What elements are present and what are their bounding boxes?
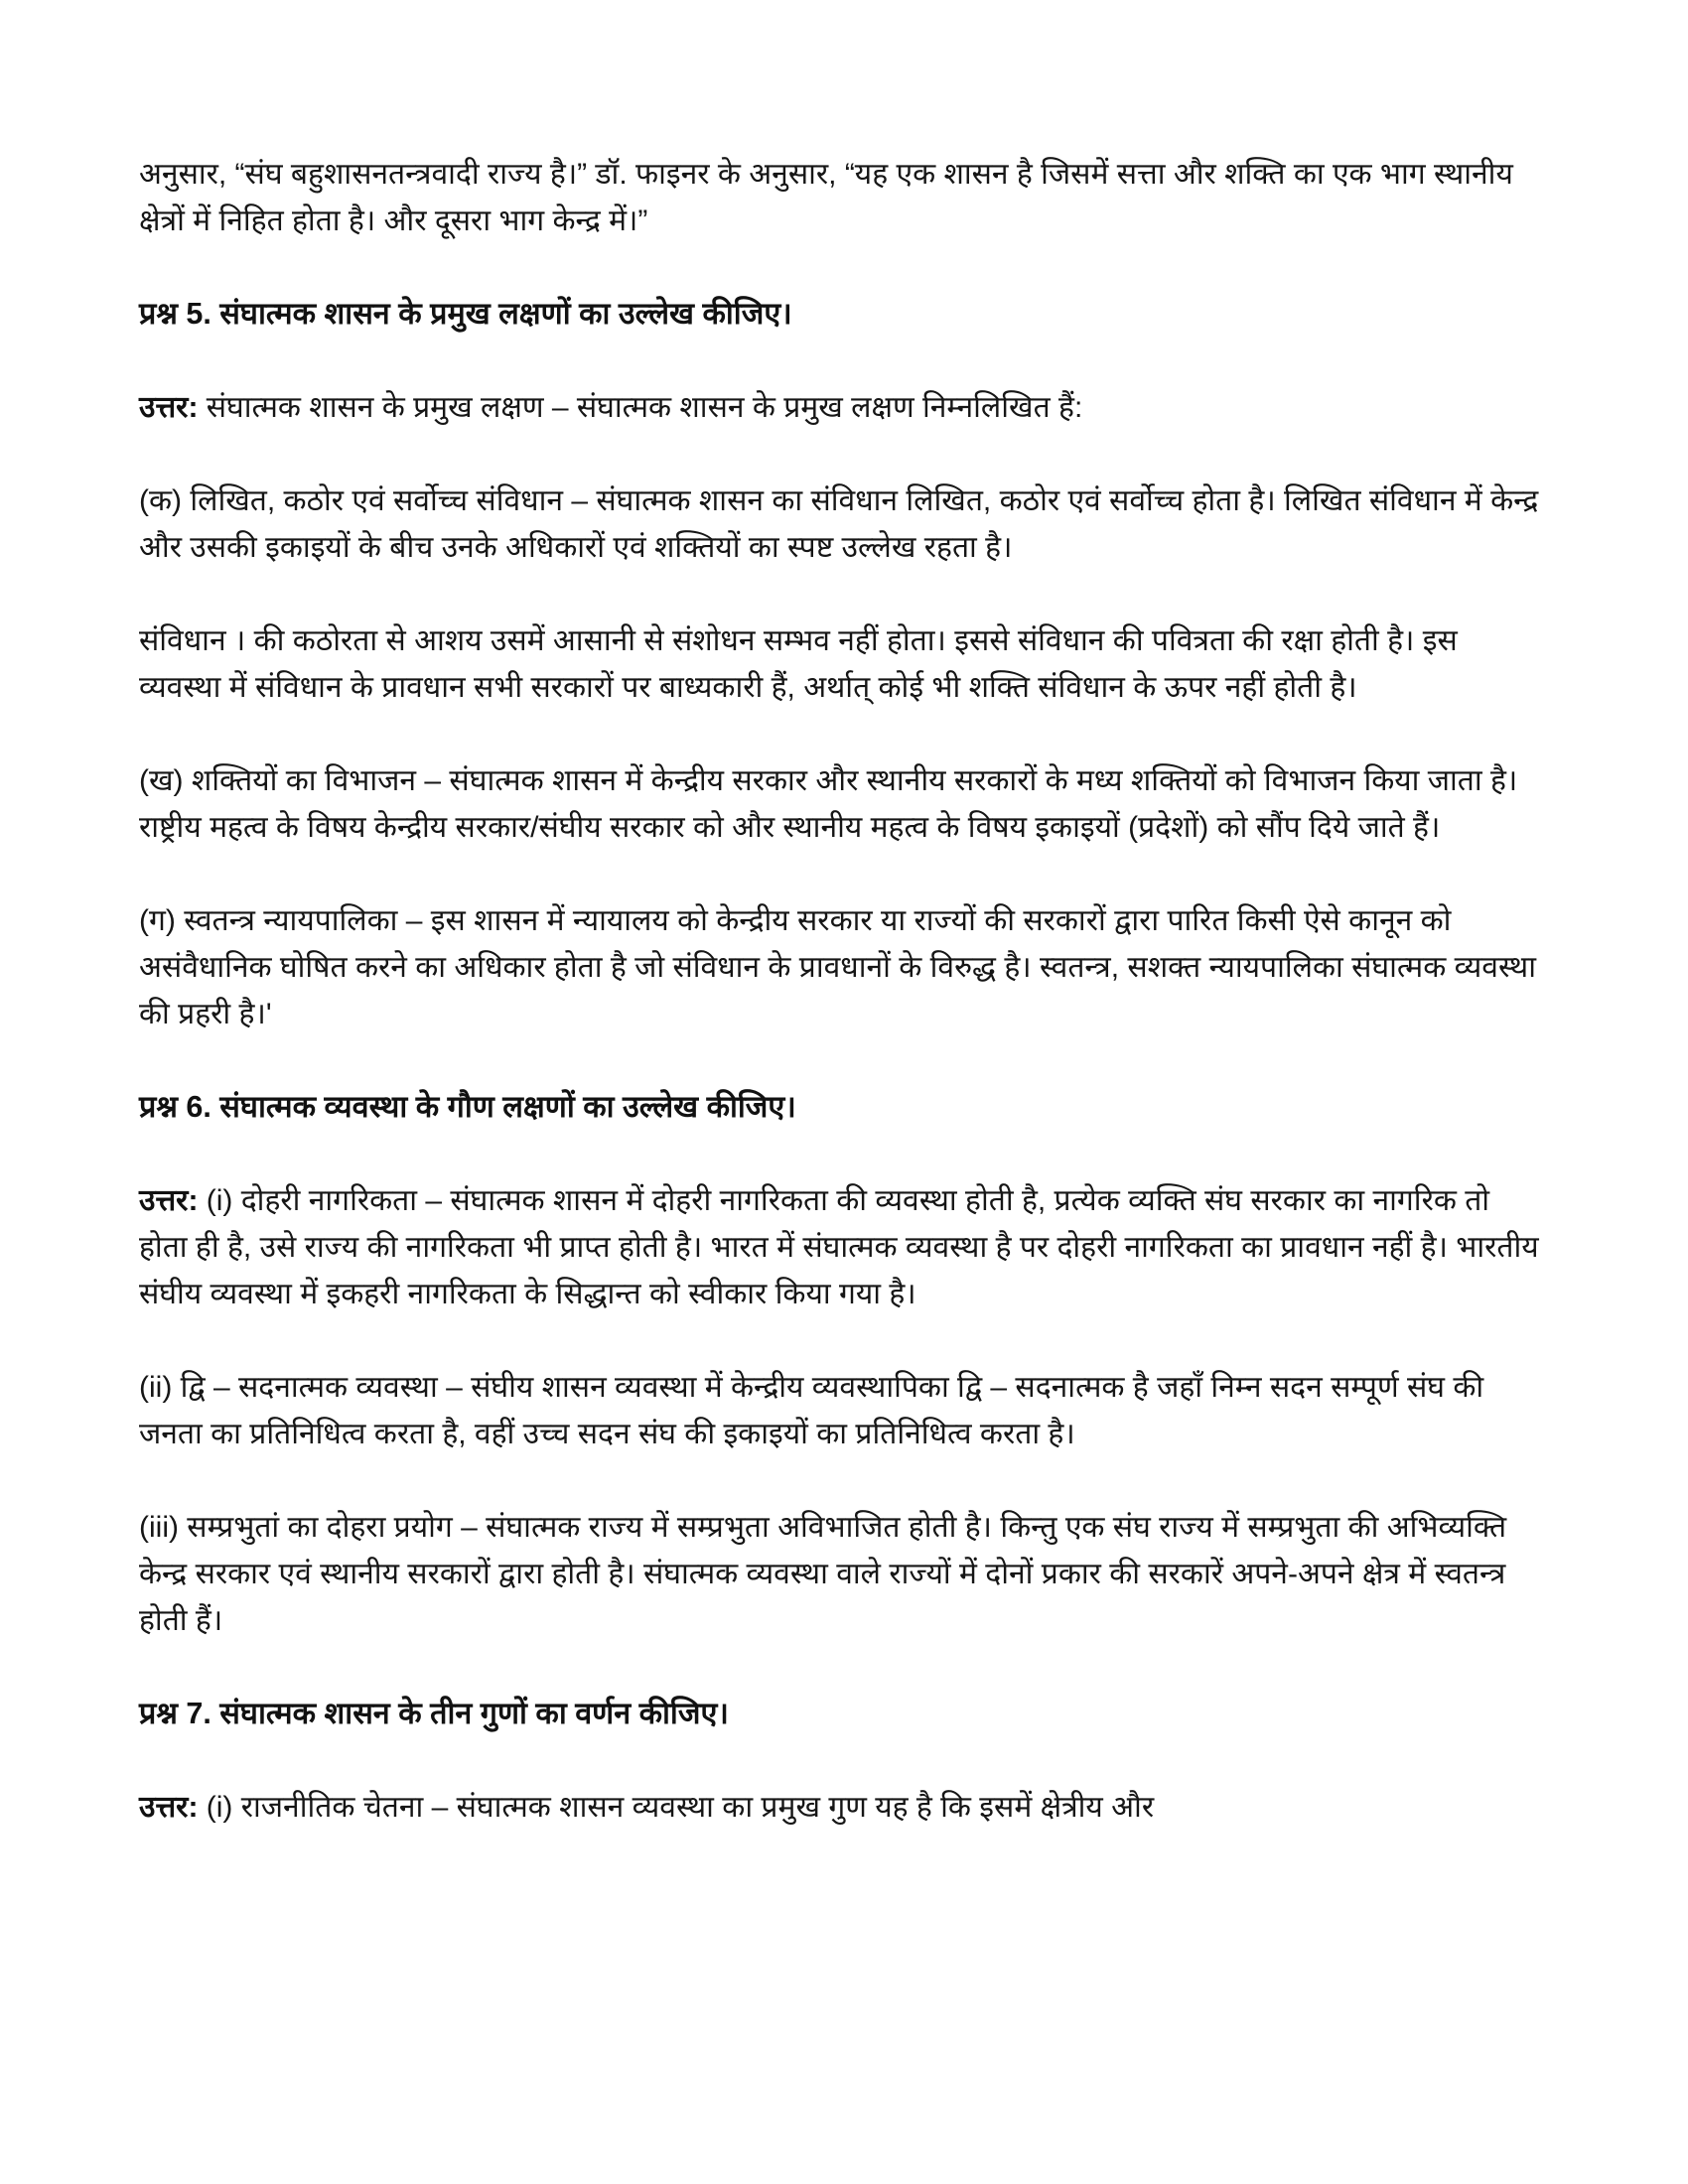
intro-paragraph: अनुसार, “संघ बहुशासनतन्त्रवादी राज्य है।” डॉ. फाइनर के अनुसार, “यह एक शासन है जिसमें सत्ता और शक्ति का एक भाग स्थानीय क्षेत्रों में निहित होता है। और दूसरा भाग केन्द्र में।” xyxy=(139,158,1513,237)
answer-7-paragraph xyxy=(139,1784,1545,1831)
constitution-rigidity-paragraph: संविधान । की कठोरता से आशय उसमें आसानी से संशोधन सम्भव नहीं होता। इससे संविधान की पवित्रता की रक्षा होती है। इस व्यवस्था में संविधान के प्रावधान सभी सरकारों पर बाध्यकारी हैं, अर्थात् कोई भी शक्ति संविधान के ऊपर नहीं होती है। xyxy=(139,624,1458,704)
feature-ka-paragraph: (क) लिखित, कठोर एवं सर्वोच्च संविधान – संघात्मक शासन का संविधान लिखित, कठोर एवं सर्वोच्च होता है। लिखित संविधान में केन्द्र और उसकी इकाइयों के बीच उनके अधिकारों एवं शक्तियों का स्पष्ट उल्लेख रहता है। xyxy=(139,484,1539,564)
answer-5-paragraph xyxy=(139,384,1545,431)
answer-7-label: उत्तर: xyxy=(139,1791,199,1824)
answer-6-paragraph xyxy=(139,1177,1545,1317)
answer-5-label: उत्तर: xyxy=(139,391,199,424)
question-5-heading: प्रश्न 5. संघात्मक शासन के प्रमुख लक्षणों का उल्लेख कीजिए। xyxy=(139,297,792,331)
feature-kha-paragraph: (ख) शक्तियों का विभाजन – संघात्मक शासन में केन्द्रीय सरकार और स्थानीय सरकारों के मध्य शक्तियों को विभाजन किया जाता है। राष्ट्रीय महत्व के विषय केन्द्रीय सरकार/संघीय सरकार को और स्थानीय महत्व के विषय इकाइयों (प्रदेशों) को सौंप दिये जाते हैं। xyxy=(139,764,1518,844)
question-6-heading: प्रश्न 6. संघात्मक व्यवस्था के गौण लक्षणों का उल्लेख कीजिए। xyxy=(139,1090,796,1124)
feature-ga-paragraph: (ग) स्वतन्त्र न्यायपालिका – इस शासन में न्यायालय को केन्द्रीय सरकार या राज्यों की सरकारों द्वारा पारित किसी ऐसे कानून को असंवैधानिक घोषित करने का अधिकार होता है जो संविधान के प्रावधानों के विरुद्ध है। स्वतन्त्र, सशक्त न्यायपालिका संघात्मक व्यवस्था की प्रहरी है।' xyxy=(139,904,1536,1030)
feature-iii-paragraph: (iii) सम्प्रभुतां का दोहरा प्रयोग – संघात्मक राज्य में सम्प्रभुता अविभाजित होती है। किन्तु एक संघ राज्य में सम्प्रभुता की अभिव्यक्ति केन्द्र सरकार एवं स्थानीय सरकारों द्वारा होती है। संघात्मक व्यवस्था वाले राज्यों में दोनों प्रकार की सरकारें अपने-अपने क्षेत्र में स्वतन्त्र होती हैं। xyxy=(139,1511,1507,1637)
answer-6-label: उत्तर: xyxy=(139,1184,199,1217)
feature-ii-paragraph: (ii) द्वि – सदनात्मक व्यवस्था – संघीय शासन व्यवस्था में केन्द्रीय व्यवस्थापिका द्वि – सदनात्मक है जहाँ निम्न सदन सम्पूर्ण संघ की जनता का प्रतिनिधित्व करता है, वहीं उच्च सदन संघ की इकाइयों का प्रतिनिधित्व करता है। xyxy=(139,1371,1484,1450)
question-7-heading: प्रश्न 7. संघात्मक शासन के तीन गुणों का वर्णन कीजिए। xyxy=(139,1697,729,1730)
answer-6-text: (i) दोहरी नागरिकता – संघात्मक शासन में दोहरी नागरिकता की व्यवस्था होती है, प्रत्येक व्यक्ति संघ सरकार का नागरिक तो होता ही है, उसे राज्य की नागरिकता भी प्राप्त होती है। भारत में संघात्मक व्यवस्था है पर दोहरी नागरिकता का प्रावधान नहीं है। भारतीय संघीय व्यवस्था में इकहरी नागरिकता के सिद्धान्त को स्वीकार किया गया है। xyxy=(139,1184,1539,1310)
answer-5-text: संघात्मक शासन के प्रमुख लक्षण – संघात्मक शासन के प्रमुख लक्षण निम्नलिखित हैं: xyxy=(198,391,1083,424)
answer-7-text: (i) राजनीतिक चेतना – संघात्मक शासन व्यवस्था का प्रमुख गुण यह है कि इसमें क्षेत्रीय और xyxy=(198,1791,1155,1824)
